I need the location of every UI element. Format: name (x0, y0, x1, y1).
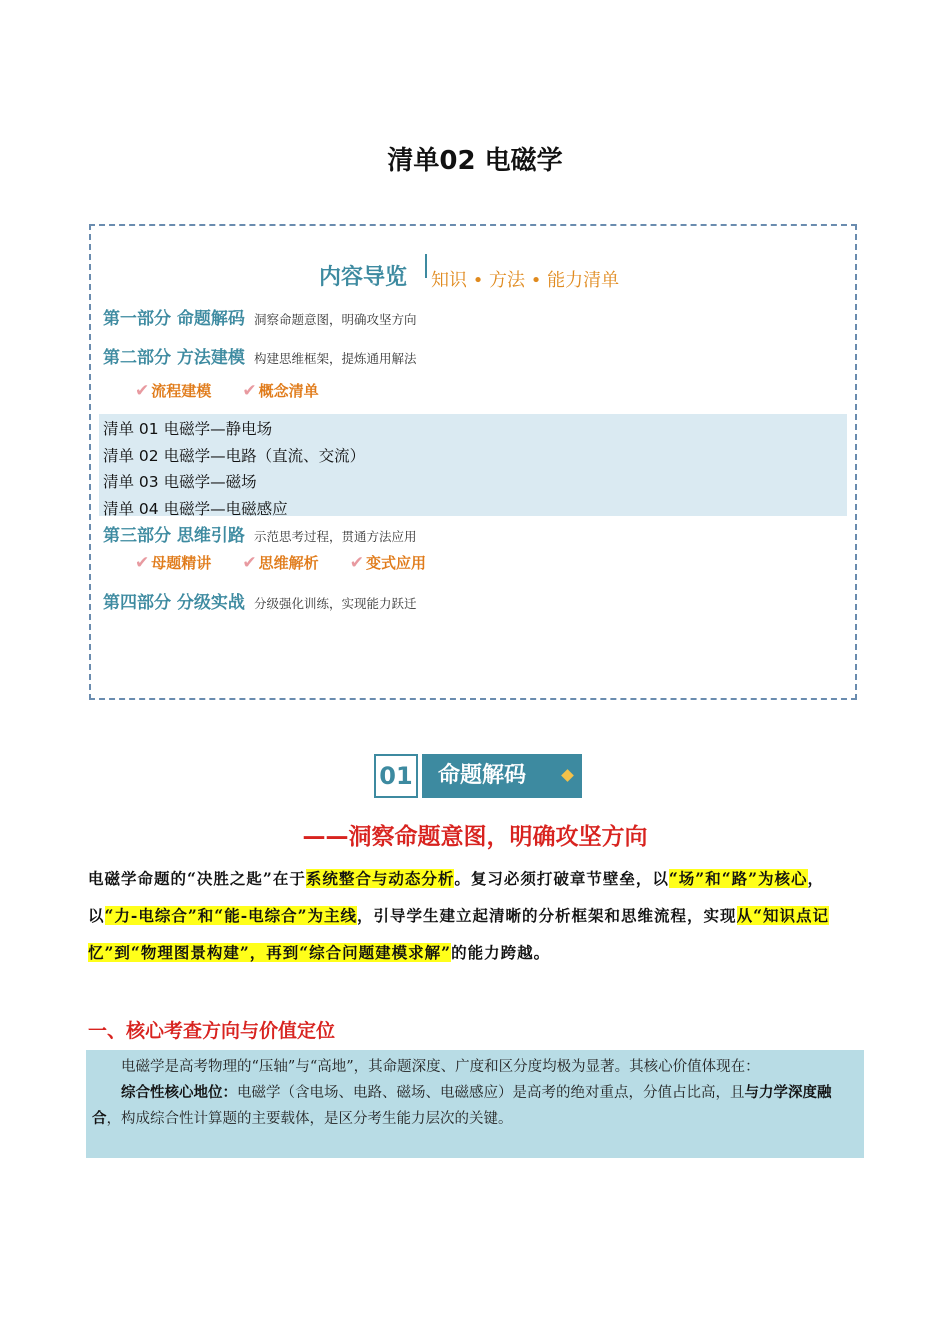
intro-paragraph: 电磁学命题的“决胜之匙”在于系统整合与动态分析。复习必须打破章节壁垒，以“场”和“路”为核心，以“力-电综合”和“能-电综合”为主线，引导学生建立起清晰的分析框架和思维流程，实现从“知识点记忆”到“物理图景构建”，再到“综合问题建模求解”的能力跨越。 (88, 869, 829, 962)
diamond-icon (561, 769, 574, 782)
value-paragraph-2: 综合性核心地位：电磁学（含电场、电路、磁场、电磁感应）是高考的绝对重点，分值占比高，且与力学深度融合，构成综合性计算题的主要载体，是区分考生能力层次的关键。 (92, 1084, 832, 1127)
tag-variant-application: ✔ 变式应用 (349, 553, 426, 573)
page-title: 清单02 电磁学 (387, 146, 563, 176)
part-1-name: 第一部分 命题解码 (103, 309, 245, 329)
part-2-tags (135, 380, 345, 401)
highlight: 从“知识点记忆”到“物理图景构建”，再到“综合问题建模求解” (88, 906, 829, 962)
part-2-row (103, 343, 417, 368)
content-navigation-box (89, 224, 857, 700)
heading-divider-bar (425, 254, 427, 278)
tag-thinking-analysis: ✔ 思维解析 (242, 553, 319, 573)
tag-concept-list: ✔ 概念清单 (242, 381, 319, 401)
check-icon: ✔ (242, 553, 257, 573)
part-2-desc: 构建思维框架，提炼通用解法 (254, 351, 417, 366)
navigation-heading-main: 内容导览 (319, 265, 408, 290)
part-4-desc: 分级强化训练，实现能力跃迁 (254, 596, 417, 611)
part-2-name: 第二部分 方法建模 (103, 348, 245, 368)
navigation-heading-sub: 知识 • 方法 • 能力清单 (431, 270, 620, 291)
part-1-desc: 洞察命题意图，明确攻坚方向 (254, 312, 417, 327)
section-badge (374, 754, 582, 798)
tag-mother-problem: ✔ 母题精讲 (135, 553, 212, 573)
section-label: 命题解码 (438, 763, 527, 788)
checklist-panel (99, 414, 847, 516)
list-item: 清单 03 电磁学—磁场 (103, 473, 257, 491)
list-item: 清单 01 电磁学—静电场 (103, 420, 273, 438)
section-number: 01 (374, 754, 418, 798)
navigation-heading (319, 254, 659, 290)
highlight: “力-电综合”和“能-电综合”为主线 (104, 906, 358, 925)
part-1-row (103, 304, 417, 329)
check-icon: ✔ (135, 553, 150, 573)
part-3-name: 第三部分 思维引路 (103, 526, 245, 546)
highlight: “场”和“路”为核心 (668, 869, 808, 888)
section-subtitle: ——洞察命题意图，明确攻坚方向 (302, 824, 648, 850)
part-3-tags (135, 552, 452, 573)
value-paragraph-1: 电磁学是高考物理的“压轴”与“高地”，其命题深度、广度和区分度均极为显著。其核心价值体现在： (121, 1059, 760, 1075)
value-positioning-box (86, 1050, 864, 1158)
check-icon: ✔ (242, 381, 257, 401)
part-3-row (103, 521, 417, 546)
part-4-name: 第四部分 分级实战 (103, 593, 245, 613)
part-3-desc: 示范思考过程，贯通方法应用 (254, 529, 417, 544)
section-label-bar (422, 754, 582, 798)
list-item: 清单 02 电磁学—电路（直流、交流） (103, 446, 366, 465)
check-icon: ✔ (135, 381, 150, 401)
section-heading: 一、核心考查方向与价值定位 (88, 1020, 336, 1042)
highlight: 系统整合与动态分析 (305, 869, 455, 888)
check-icon: ✔ (349, 553, 364, 573)
list-item: 清单 04 电磁学—电磁感应 (103, 499, 288, 518)
tag-flow-modeling: ✔ 流程建模 (135, 381, 212, 401)
part-4-row (103, 588, 417, 613)
